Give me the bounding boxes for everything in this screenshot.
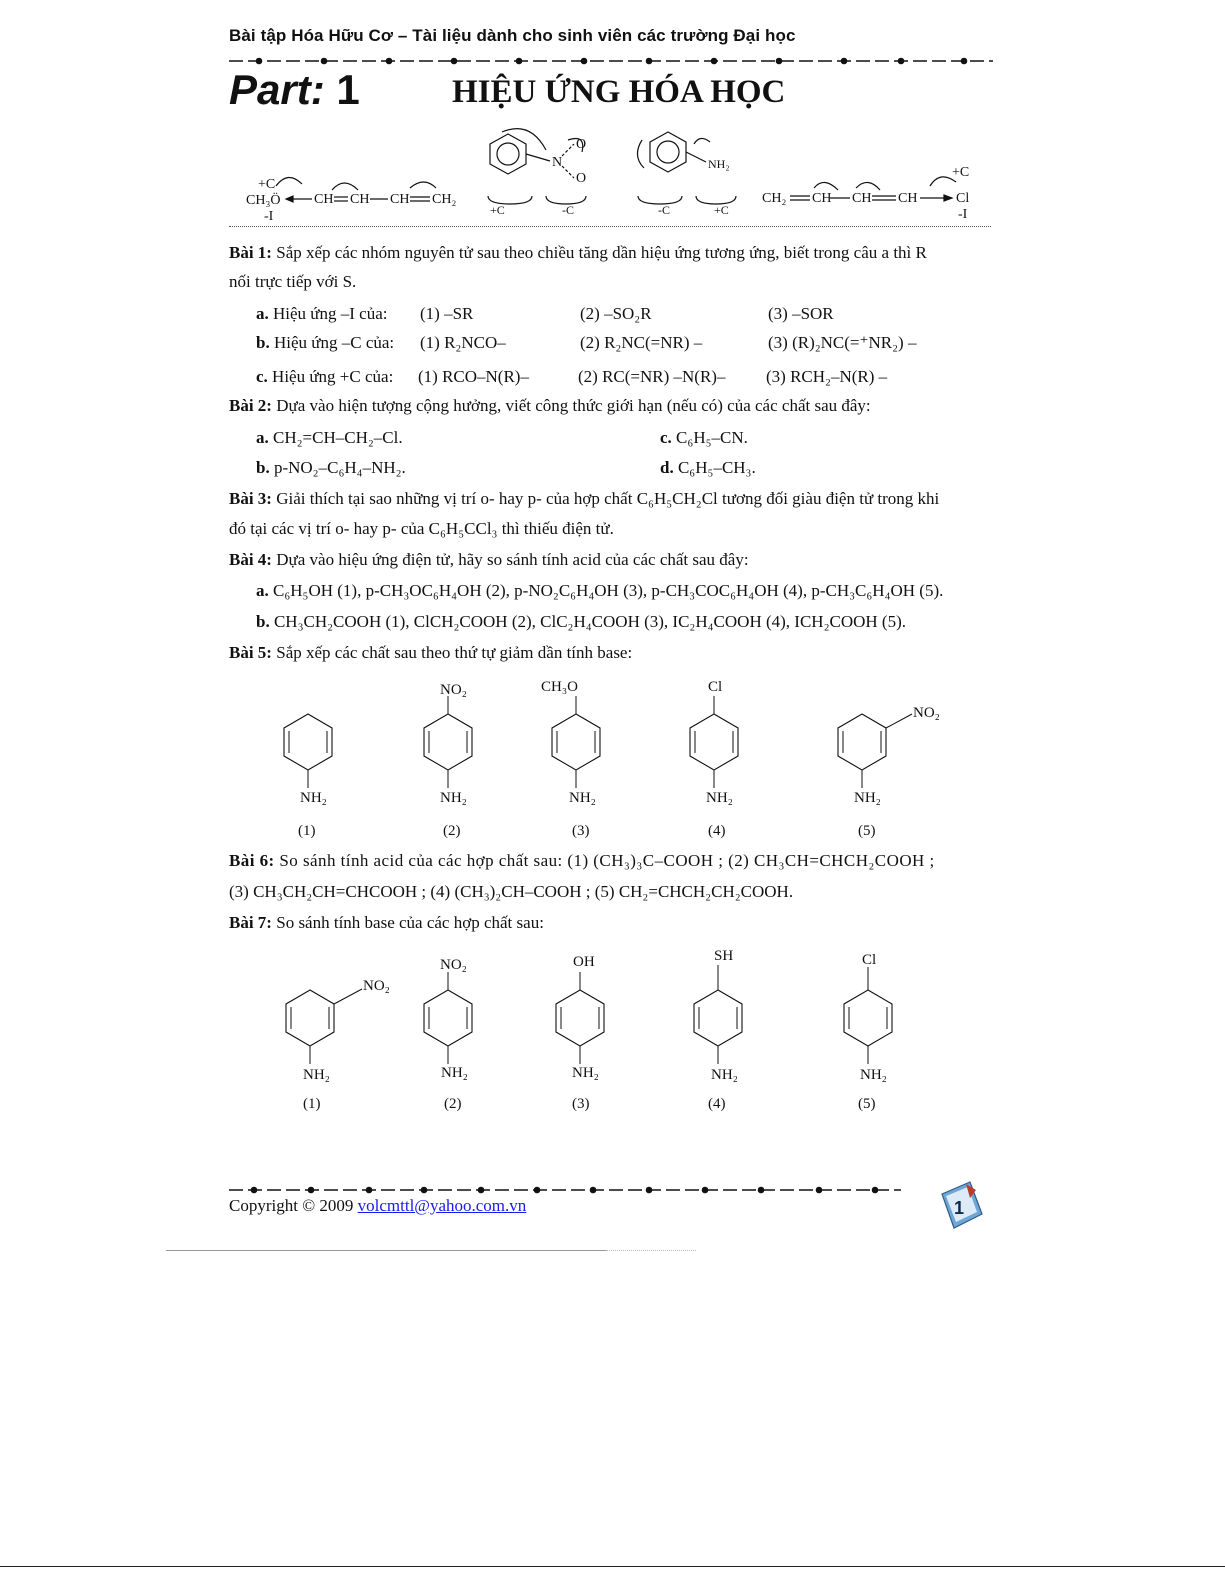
scheme-plus-c-4: +C	[952, 165, 970, 180]
bai5-line	[229, 643, 632, 663]
bai6-line2: (3) CH₃CH₂CH=CHCOOH ; (4) (CH₃)₂CH–COOH ; (5) CH₂=CHCH₂CH₂COOH.	[229, 882, 794, 901]
bai1-c1: (1) RCO–N(R)–	[418, 367, 529, 386]
bai7-sub-1: NO₂	[363, 978, 390, 994]
bai7-label-3: (3)	[572, 1096, 590, 1112]
page-bottom-rule-dotted	[606, 1250, 696, 1251]
bai7-text: So sánh tính base của các hợp chất sau:	[276, 913, 544, 932]
bai1-line1	[229, 243, 927, 263]
bai7-structures	[270, 945, 970, 1125]
email-link[interactable]: volcmttl@yahoo.com.vn	[357, 1196, 527, 1215]
scheme-minus-i-2: -I	[958, 207, 968, 222]
bai7-title: Bài 7:	[229, 913, 272, 932]
scheme-minus-c-1: -C	[562, 203, 574, 217]
scheme-ch-5: CH	[852, 191, 872, 206]
bai5-label-5: (5)	[858, 823, 876, 839]
scheme-ch-6: CH	[898, 191, 918, 206]
bai1-b1: (1) R₂NCO–	[420, 333, 506, 352]
scheme-ch-4: CH	[812, 191, 832, 206]
bai5-label-4: (4)	[708, 823, 726, 839]
bai7-label-1: (1)	[303, 1096, 321, 1112]
bai4-b-row	[256, 612, 906, 632]
bai6-line1: So sánh tính acid của các hợp chất sau: (1) (CH₃)₃C–COOH ; (2) CH₃CH=CHCH₂COOH ;	[279, 851, 935, 870]
bai2-d-row	[660, 458, 756, 478]
bai7-amine-1: NH₂	[303, 1067, 330, 1083]
bai1-c2: (2) RC(=NR) –N(R)–	[578, 367, 726, 386]
bai5-label-1: (1)	[298, 823, 316, 839]
bai5-label-3: (3)	[572, 823, 590, 839]
scheme-n: N	[552, 155, 563, 170]
bai7-amine-5: NH₂	[860, 1067, 887, 1083]
scheme-cl: Cl	[956, 191, 970, 206]
bai7-sub-5: Cl	[862, 952, 877, 968]
bai2-a: CH₂=CH–CH₂–Cl.	[273, 428, 403, 447]
bai2-c-row	[660, 428, 748, 448]
bai5-label-2: (2)	[443, 823, 461, 839]
bai4-text: Dựa vào hiệu ứng điện tử, hãy so sánh tính acid của các chất sau đây:	[276, 550, 749, 569]
bai2-title: Bài 2:	[229, 396, 272, 415]
bai1-b-text: Hiệu ứng –C của:	[273, 333, 395, 352]
bai5-amine-5: NH₂	[854, 790, 881, 806]
bai7-sub-4: SH	[714, 948, 734, 964]
bai1-a2: (2) –SO₂R	[580, 304, 652, 323]
bai3-line1: Giải thích tại sao những vị trí o- hay p- của hợp chất C₆H₅CH₂Cl tương đối giàu điện tử trong khi	[276, 489, 940, 508]
bai2-line	[229, 396, 871, 416]
bai5-title: Bài 5:	[229, 643, 272, 662]
bai1-a3: (3) –SOR	[768, 304, 834, 323]
bai5-molecule-2	[424, 682, 472, 839]
bai5-amine-4: NH₂	[706, 790, 733, 806]
bai1-c-text: Hiệu ứng +C của:	[272, 367, 394, 386]
scheme-ch-2: CH	[350, 192, 370, 207]
bai7-molecule-5	[844, 952, 892, 1112]
bai5-sub-5: NO₂	[913, 705, 940, 721]
bai5-sub-2: NO₂	[440, 682, 467, 698]
bai7-label-4: (4)	[708, 1096, 726, 1112]
scheme-ch2-2: CH₂	[762, 191, 787, 206]
bai4-line	[229, 550, 749, 570]
scheme-plus-c-2: +C	[490, 203, 505, 217]
scheme-ch2-1: CH₂	[432, 192, 457, 207]
bai4-b: CH₃CH₂COOH (1), ClCH₂COOH (2), ClC₂H₄COOH (3), IC₂H₄COOH (4), ICH₂COOH (5).	[273, 612, 906, 631]
bai2-b: p-NO₂–C₆H₄–NH₂.	[273, 458, 406, 477]
bai7-molecule-4	[694, 948, 742, 1112]
footer-copyright	[229, 1196, 526, 1216]
scheme-nh2: NH₂	[708, 157, 730, 171]
bai1-a-row	[256, 304, 387, 324]
bai1-b-label: b.	[256, 333, 270, 352]
scheme-ch-3: CH	[390, 192, 410, 207]
bai7-amine-3: NH₂	[572, 1065, 599, 1081]
bai5-molecule-4	[690, 679, 738, 839]
bai5-amine-2: NH₂	[440, 790, 467, 806]
bai7-molecule-2	[424, 957, 472, 1112]
bai5-text: Sắp xếp các chất sau theo thứ tự giảm dần tính base:	[276, 643, 633, 662]
bai1-text-line2: nối trực tiếp với S.	[229, 272, 357, 291]
bai4-title: Bài 4:	[229, 550, 272, 569]
window-bottom-border	[0, 1566, 1225, 1567]
bai5-molecule-3	[541, 679, 600, 839]
bai5-amine-1: NH₂	[300, 790, 327, 806]
bai2-text: Dựa vào hiện tượng cộng hưởng, viết công thức giới hạn (nếu có) của các chất sau đây:	[276, 396, 871, 415]
bai7-sub-2: NO₂	[440, 957, 467, 973]
bai3-line1-row	[229, 489, 939, 509]
bai2-c-label: c.	[660, 428, 672, 447]
bai2-b-label: b.	[256, 458, 270, 477]
bai6-title: Bài 6:	[229, 851, 275, 870]
scheme-plus-c-1: +C	[258, 177, 276, 192]
bai3-line2: đó tại các vị trí o- hay p- của C₆H₅CCl₃ thì thiếu điện tử.	[229, 519, 614, 538]
bai4-a: C₆H₅OH (1), p-CH₃OC₆H₄OH (2), p-NO₂C₆H₄OH (3), p-CH₃COC₆H₄OH (4), p-CH₃C₆H₄OH (5).	[273, 581, 944, 600]
bai7-sub-3: OH	[573, 954, 595, 970]
page-number: 1	[954, 1198, 965, 1218]
scheme-ch3o: CH₃Ö	[246, 193, 281, 208]
document-header-title: Bài tập Hóa Hữu Cơ – Tài liệu dành cho sinh viên các trường Đại học	[229, 26, 796, 45]
chapter-title: HIỆU ỨNG HÓA HỌC	[452, 74, 786, 110]
bai7-molecule-1	[286, 978, 390, 1112]
scheme-plus-c-3: +C	[714, 203, 729, 217]
bai1-c-row	[256, 367, 393, 387]
bai7-amine-4: NH₂	[711, 1067, 738, 1083]
bai1-a1: (1) –SR	[420, 304, 474, 323]
bai2-d-label: d.	[660, 458, 674, 477]
part-label	[229, 66, 360, 114]
bai2-c: C₆H₅–CN.	[676, 428, 748, 447]
bai1-b-row	[256, 333, 394, 353]
bai1-c3: (3) RCH₂–N(R) –	[766, 367, 888, 386]
scheme-separator	[229, 226, 991, 227]
bai1-b2: (2) R₂NC(=NR) –	[580, 333, 703, 352]
scheme-minus-c-2: -C	[658, 203, 670, 217]
bai7-line	[229, 913, 544, 933]
bai7-amine-2: NH₂	[441, 1065, 468, 1081]
bai7-label-5: (5)	[858, 1096, 876, 1112]
bai2-a-label: a.	[256, 428, 269, 447]
bai6-line1-row	[229, 851, 935, 871]
bai4-a-row	[256, 581, 943, 601]
bai1-title: Bài 1:	[229, 243, 272, 262]
bai1-a-text: Hiệu ứng –I của:	[273, 304, 388, 323]
bai1-b3: (3) (R)₂NC(=⁺NR₂) –	[768, 333, 917, 352]
bai4-a-label: a.	[256, 581, 269, 600]
bai1-a-label: a.	[256, 304, 269, 323]
part-number: 1	[336, 66, 360, 113]
bai1-text-line1: Sắp xếp các nhóm nguyên tử sau theo chiều tăng dần hiệu ứng tương ứng, biết trong câu a thì R	[276, 243, 927, 262]
scheme-ch-1: CH	[314, 192, 334, 207]
bai2-d: C₆H₅–CH₃.	[677, 458, 756, 477]
bai7-molecule-3	[556, 954, 604, 1112]
bai2-a-row	[256, 428, 403, 448]
scheme-o-2: O	[576, 171, 587, 186]
bai1-c-label: c.	[256, 367, 268, 386]
page-bottom-rule	[166, 1250, 606, 1251]
bai5-structures	[270, 672, 970, 852]
part-word: Part:	[229, 66, 325, 113]
bai2-b-row	[256, 458, 406, 478]
footer-decorative-rule	[229, 1184, 901, 1196]
bai5-molecule-1	[284, 714, 332, 839]
bai7-label-2: (2)	[444, 1096, 462, 1112]
scheme-o-1: O	[576, 137, 587, 152]
bai3-title: Bài 3:	[229, 489, 272, 508]
bai4-b-label: b.	[256, 612, 270, 631]
page-number-badge	[936, 1180, 986, 1232]
bai5-molecule-5	[838, 705, 940, 839]
bai5-sub-4: Cl	[708, 679, 723, 695]
copyright-text: Copyright © 2009	[229, 1196, 354, 1215]
scheme-minus-i-1: -I	[264, 209, 274, 224]
bai5-sub-3: CH₃O	[541, 679, 578, 695]
bai5-amine-3: NH₂	[569, 790, 596, 806]
electronic-effects-scheme	[240, 126, 980, 226]
